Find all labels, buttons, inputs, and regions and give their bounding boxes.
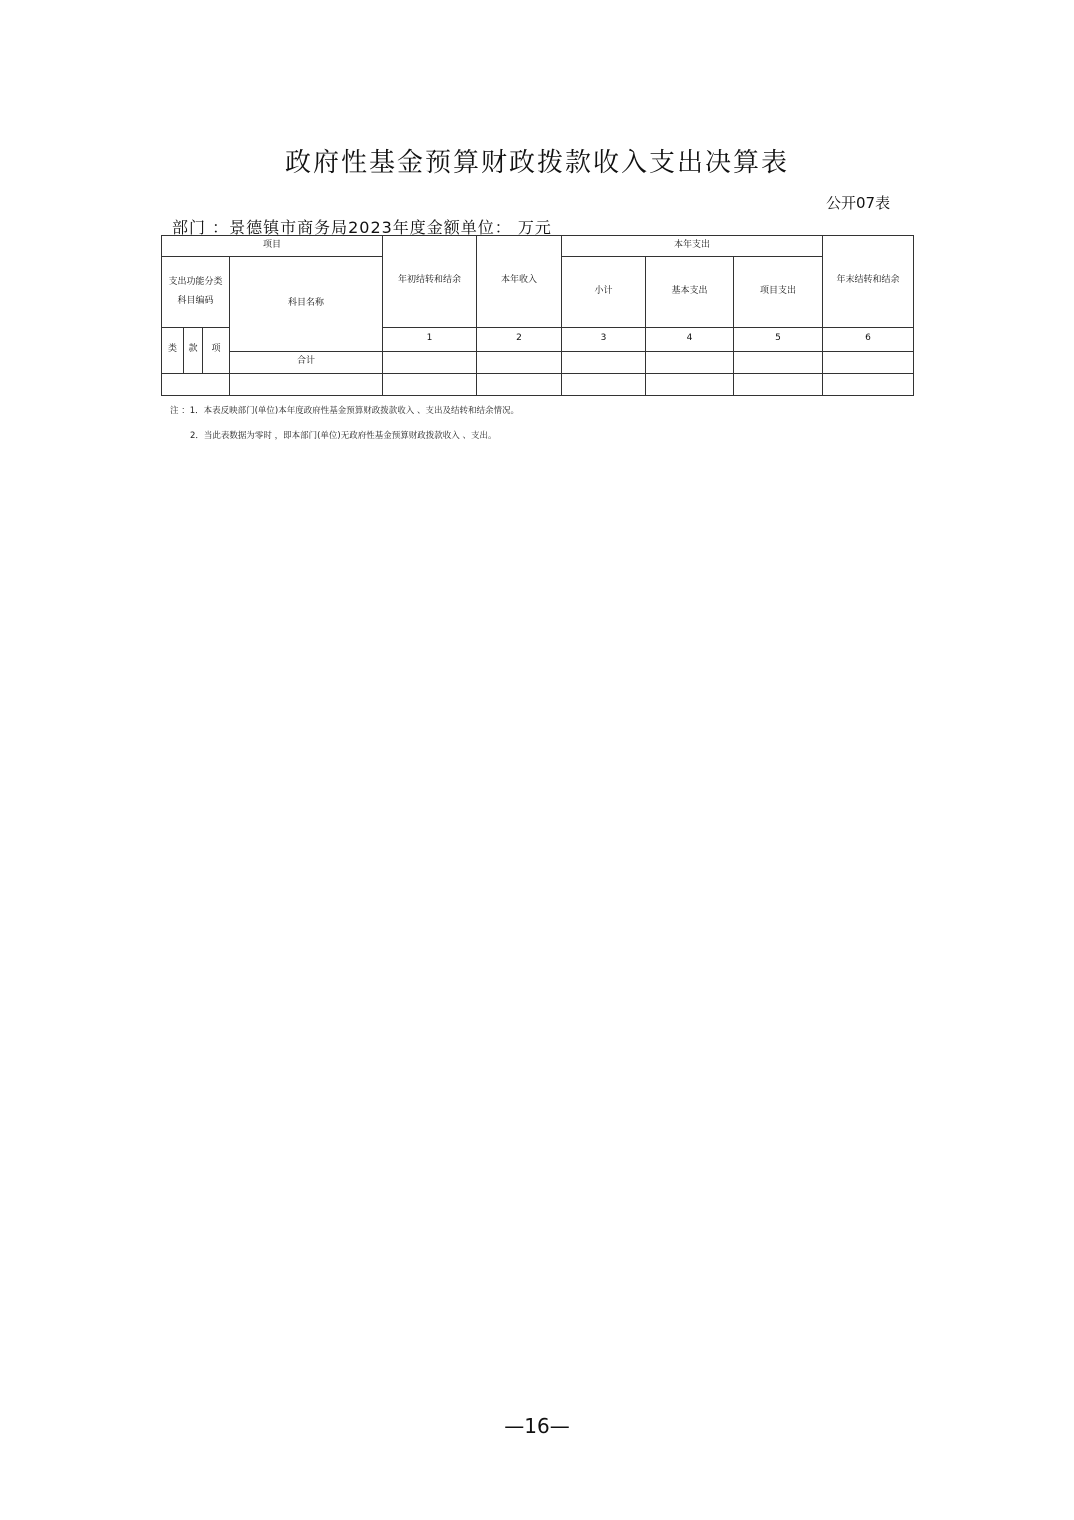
header-lei: 类 xyxy=(162,327,184,373)
header-xiang: 项 xyxy=(203,327,230,373)
col-num-6: 6 xyxy=(823,327,914,351)
empty-cell-4 xyxy=(646,373,734,395)
total-label: 合计 xyxy=(230,351,383,373)
page-title: 政府性基金预算财政拨款收入支出决算表 xyxy=(284,148,789,178)
header-project-expense: 项目支出 xyxy=(734,257,823,327)
total-cell-5 xyxy=(734,351,823,373)
header-end-balance: 年末结转和结余 xyxy=(823,236,914,328)
empty-cell-3 xyxy=(562,373,646,395)
header-basic-expense: 基本支出 xyxy=(646,257,734,327)
header-row-1 xyxy=(162,236,914,257)
note-2: 2．当此表数据为零时 ，即本部门(单位)无政府性基金预算财政拨款收入 、支出。 xyxy=(190,431,497,441)
page-number: —16— xyxy=(504,1414,570,1438)
header-item: 项目 xyxy=(162,236,383,257)
col-num-1: 1 xyxy=(383,327,477,351)
empty-cell-5 xyxy=(734,373,823,395)
col-num-5: 5 xyxy=(734,327,823,351)
total-cell-1 xyxy=(383,351,477,373)
total-cell-3 xyxy=(562,351,646,373)
department-unit-line: 部门 ：景德镇市商务局2023年度金额单位： 万元 xyxy=(172,218,552,237)
header-expense-group: 本年支出 xyxy=(562,236,823,257)
total-cell-2 xyxy=(477,351,562,373)
empty-cell-1 xyxy=(383,373,477,395)
header-begin-balance: 年初结转和结余 xyxy=(383,236,477,328)
total-cell-6 xyxy=(823,351,914,373)
header-subject-name: 科目名称 xyxy=(230,257,383,352)
col-num-3: 3 xyxy=(562,327,646,351)
header-kuan: 款 xyxy=(184,327,203,373)
header-income: 本年收入 xyxy=(477,236,562,328)
col-num-2: 2 xyxy=(477,327,562,351)
total-row xyxy=(162,351,914,373)
col-num-4: 4 xyxy=(646,327,734,351)
empty-code-cell xyxy=(162,373,230,395)
empty-row xyxy=(162,373,914,395)
total-cell-4 xyxy=(646,351,734,373)
empty-name-cell xyxy=(230,373,383,395)
note-1: 注 ：1．本表反映部门(单位)本年度政府性基金预算财政拨款收入 、支出及结转和结余情况。 xyxy=(170,406,519,416)
header-func-code: 支出功能分类科目编码 xyxy=(162,257,230,327)
empty-cell-6 xyxy=(823,373,914,395)
header-subtotal: 小计 xyxy=(562,257,646,327)
empty-cell-2 xyxy=(477,373,562,395)
budget-table xyxy=(161,235,914,396)
form-number: 公开07表 xyxy=(826,194,891,212)
